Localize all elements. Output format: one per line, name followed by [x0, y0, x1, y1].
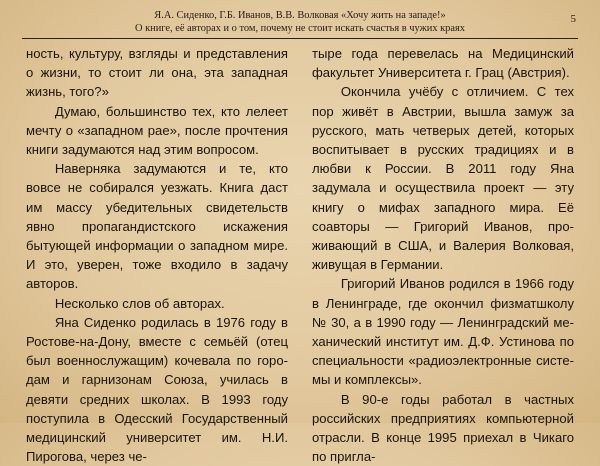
page-number: 5	[570, 13, 576, 25]
paragraph: Окончила учёбу с отличием. С тех пор живёт в Австрии, вышла замуж за русского, мать четверых детей, которых воспитывает в русских традициях и в любви к России. В 2011 году Яна задумала и осуществила проект — эту книгу о мифах западного мира. Её соавторы — Григорий Иванов, проживающий в США, и Валерия Волковая, живущая в Германии.	[312, 84, 574, 273]
paragraph: В 90-е годы работал в частных российских предприятиях компьютерной отрасли. В конце 1995 приехал в Чикаго по пригла-	[312, 391, 574, 465]
header-rule	[22, 38, 578, 39]
paragraph: Яна Сиденко родилась в 1976 году в Ростове-на-Дону, вместе с семьёй (отец был военнослужащим) кочевала по городам и гарнизонам Союза, училась в девяти средних школах. В 1993 году поступила в Одесский Государственный медицинский университет им. Н.И. Пирогова, через че-	[26, 314, 288, 465]
right-column	[312, 44, 574, 466]
paragraph: Думаю, большинство тех, кто лелеет мечту о «западном рае», после прочтения книги задумаются над этим вопросом.	[26, 103, 288, 158]
header-title-line: Я.А. Сиденко, Г.Б. Иванов, В.В. Волковая «Хочу жить на западе!»	[154, 10, 446, 21]
paragraph: Наверняка задумаются и те, кто вовсе не собирался уезжать. Книга даст им массу убедительных свидетельств явно пропагандистского искажения бытующей информации о западном мире. И это, уверен, тоже входило в задачу авторов.	[26, 161, 288, 292]
left-column	[26, 44, 288, 466]
paragraph: Несколько слов об авторах.	[54, 295, 225, 311]
paragraph: тыре года перевелась на Медицинский факультет Университета г. Грац (Австрия).	[312, 46, 574, 81]
paragraph: Григорий Иванов родился в 1966 году в Ленинграде, где окончил физматшколу № 30, а в 1990 году — Ленинградский механический институт им. Д.Ф. Устинова по специальности «радиоэлектронные системы и комплексы».	[312, 276, 574, 388]
header-subtitle-line: О книге, её авторах и о том, почему не стоит искать счастья в чужих краях	[135, 22, 465, 34]
running-header	[0, 10, 600, 35]
paragraph: ность, культуру, взгляды и представления о жизни, то стоит ли она, эта западная жизнь, того?»	[26, 46, 288, 100]
